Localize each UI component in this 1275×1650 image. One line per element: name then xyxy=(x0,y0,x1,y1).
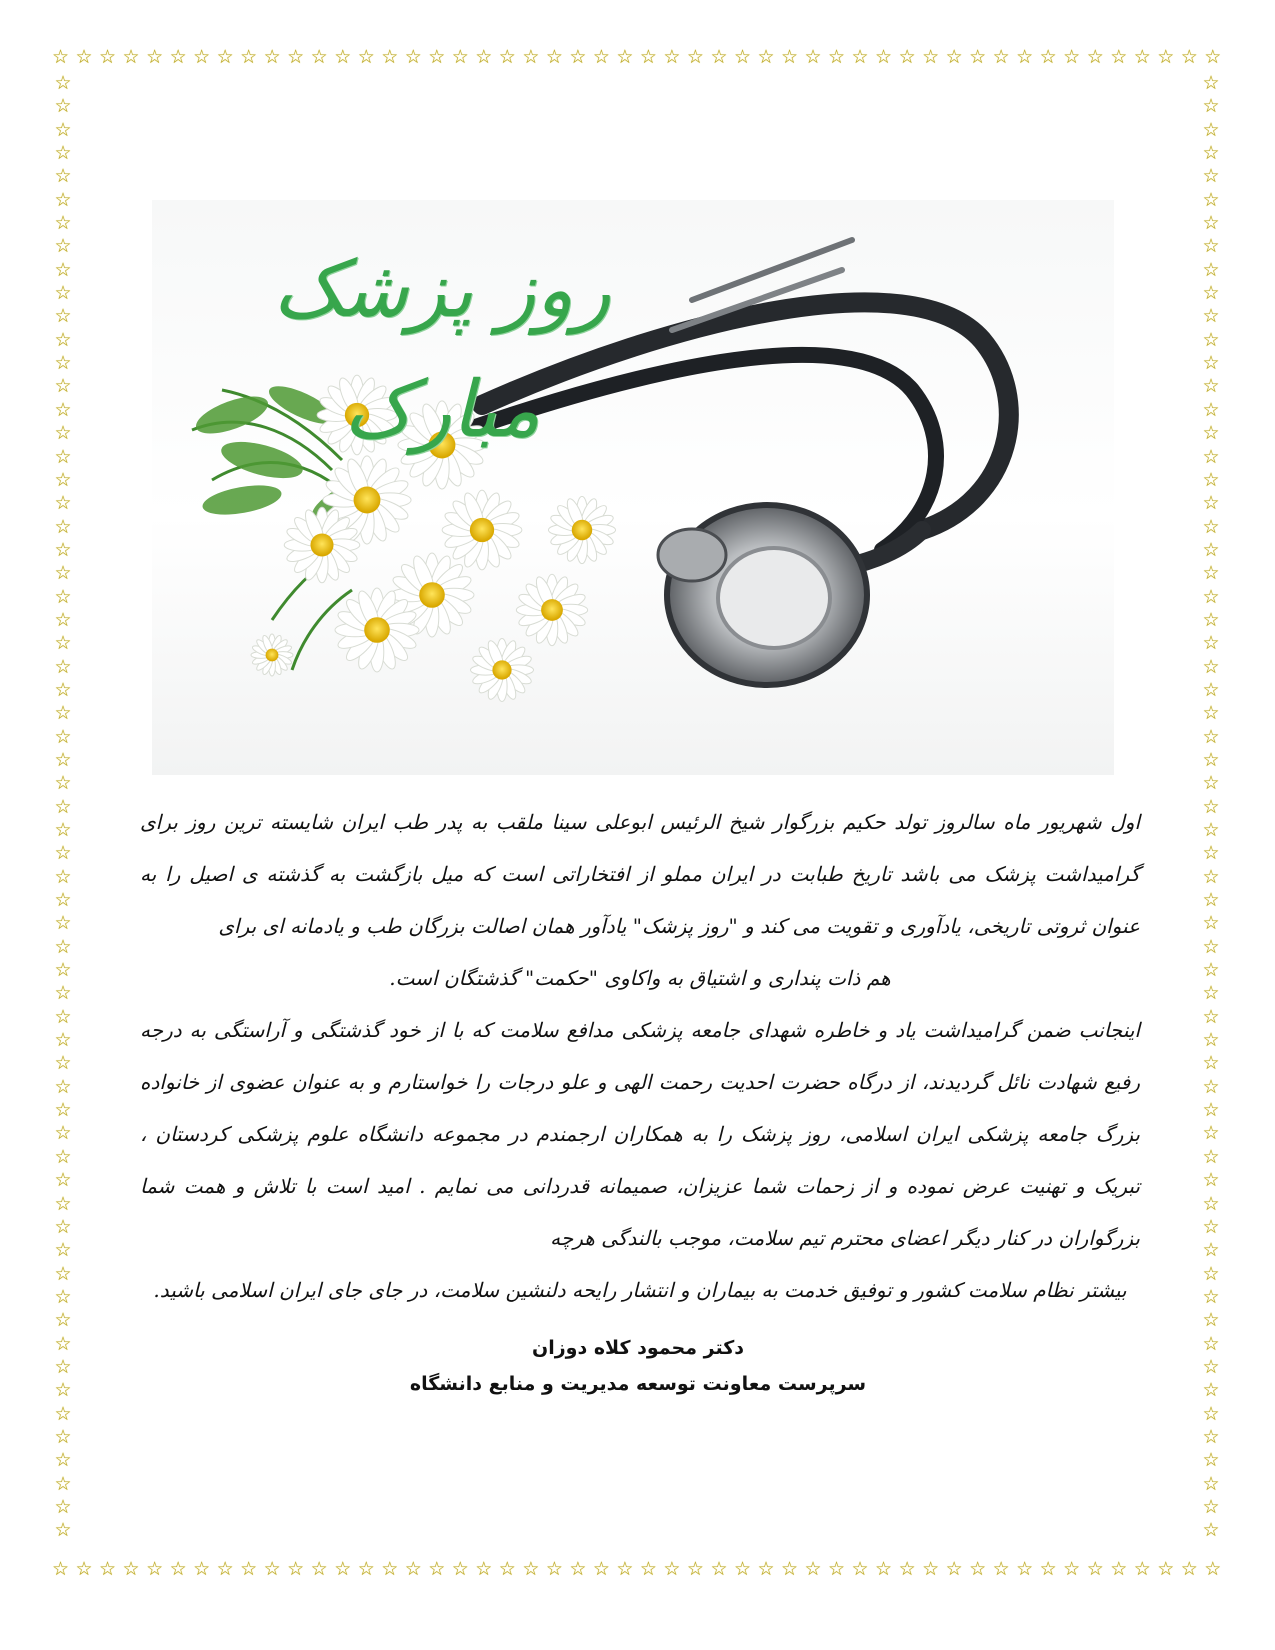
star-icon: ☆ xyxy=(992,1558,1010,1580)
star-icon: ☆ xyxy=(54,1332,72,1355)
star-icon: ☆ xyxy=(54,655,72,678)
star-icon: ☆ xyxy=(545,1558,563,1580)
star-icon: ☆ xyxy=(1202,1332,1220,1355)
star-icon: ☆ xyxy=(54,772,72,795)
star-icon: ☆ xyxy=(1202,235,1220,258)
star-icon: ☆ xyxy=(54,865,72,888)
star-icon: ☆ xyxy=(1204,46,1222,68)
star-icon: ☆ xyxy=(54,702,72,725)
star-icon: ☆ xyxy=(216,1558,234,1580)
star-icon: ☆ xyxy=(193,1558,211,1580)
star-icon: ☆ xyxy=(1202,398,1220,421)
star-icon: ☆ xyxy=(710,46,728,68)
star-icon: ☆ xyxy=(54,1402,72,1425)
star-icon: ☆ xyxy=(1202,632,1220,655)
star-icon: ☆ xyxy=(1202,142,1220,165)
star-icon: ☆ xyxy=(1202,212,1220,235)
star-icon: ☆ xyxy=(334,1558,352,1580)
star-icon: ☆ xyxy=(54,748,72,771)
star-icon: ☆ xyxy=(616,1558,634,1580)
bottom-star-border xyxy=(52,1558,1222,1580)
star-icon: ☆ xyxy=(54,1239,72,1262)
star-icon: ☆ xyxy=(52,46,70,68)
star-icon: ☆ xyxy=(710,1558,728,1580)
star-icon: ☆ xyxy=(1202,375,1220,398)
star-icon: ☆ xyxy=(804,1558,822,1580)
star-icon: ☆ xyxy=(54,585,72,608)
star-icon: ☆ xyxy=(287,1558,305,1580)
star-icon: ☆ xyxy=(54,1052,72,1075)
star-icon: ☆ xyxy=(1202,445,1220,468)
star-icon: ☆ xyxy=(733,46,751,68)
star-icon: ☆ xyxy=(1202,1215,1220,1238)
star-icon: ☆ xyxy=(54,1005,72,1028)
star-icon: ☆ xyxy=(381,46,399,68)
star-icon: ☆ xyxy=(1202,492,1220,515)
star-icon: ☆ xyxy=(992,46,1010,68)
star-icon: ☆ xyxy=(54,842,72,865)
star-icon: ☆ xyxy=(1063,46,1081,68)
star-icon: ☆ xyxy=(54,1029,72,1052)
star-icon: ☆ xyxy=(1202,982,1220,1005)
star-icon: ☆ xyxy=(1202,1099,1220,1122)
star-icon: ☆ xyxy=(1202,1495,1220,1518)
star-icon: ☆ xyxy=(54,608,72,631)
star-icon: ☆ xyxy=(54,632,72,655)
star-icon: ☆ xyxy=(1086,1558,1104,1580)
right-star-border xyxy=(1200,72,1222,1542)
star-icon: ☆ xyxy=(851,46,869,68)
star-icon: ☆ xyxy=(1039,46,1057,68)
star-icon: ☆ xyxy=(1202,702,1220,725)
star-icon: ☆ xyxy=(1202,1519,1220,1542)
left-star-border xyxy=(52,72,74,1542)
star-icon: ☆ xyxy=(875,1558,893,1580)
star-icon: ☆ xyxy=(54,1215,72,1238)
star-icon: ☆ xyxy=(1202,1379,1220,1402)
star-icon: ☆ xyxy=(54,375,72,398)
star-icon: ☆ xyxy=(54,492,72,515)
star-icon: ☆ xyxy=(828,46,846,68)
star-icon: ☆ xyxy=(1202,1192,1220,1215)
star-icon: ☆ xyxy=(475,46,493,68)
star-icon: ☆ xyxy=(522,1558,540,1580)
star-icon: ☆ xyxy=(1202,468,1220,491)
star-icon: ☆ xyxy=(1202,748,1220,771)
star-icon: ☆ xyxy=(54,188,72,211)
star-icon: ☆ xyxy=(1180,46,1198,68)
star-icon: ☆ xyxy=(1016,46,1034,68)
star-icon: ☆ xyxy=(146,46,164,68)
star-icon: ☆ xyxy=(451,1558,469,1580)
star-icon: ☆ xyxy=(310,46,328,68)
star-icon: ☆ xyxy=(54,1425,72,1448)
star-icon: ☆ xyxy=(54,142,72,165)
signatory-name: دکتر محمود کلاه دوزان xyxy=(532,1337,744,1359)
star-icon: ☆ xyxy=(54,282,72,305)
star-icon: ☆ xyxy=(733,1558,751,1580)
star-icon: ☆ xyxy=(875,46,893,68)
star-icon: ☆ xyxy=(1202,608,1220,631)
paragraph-2-end: بیشتر نظام سلامت کشور و توفیق خدمت به بیماران و انتشار رایحه دلنشین سلامت، در جای جای ایران اسلامی باشید. xyxy=(153,1278,1127,1302)
star-icon: ☆ xyxy=(1202,1402,1220,1425)
star-icon: ☆ xyxy=(1063,1558,1081,1580)
star-icon: ☆ xyxy=(1202,72,1220,94)
star-icon: ☆ xyxy=(757,46,775,68)
star-icon: ☆ xyxy=(263,1558,281,1580)
star-icon: ☆ xyxy=(1202,188,1220,211)
star-icon: ☆ xyxy=(54,1449,72,1472)
daisy-flower xyxy=(251,634,293,676)
star-icon: ☆ xyxy=(54,795,72,818)
star-icon: ☆ xyxy=(545,46,563,68)
star-icon: ☆ xyxy=(686,1558,704,1580)
star-icon: ☆ xyxy=(1133,1558,1151,1580)
star-icon: ☆ xyxy=(1202,1075,1220,1098)
star-icon: ☆ xyxy=(663,1558,681,1580)
star-icon: ☆ xyxy=(592,1558,610,1580)
star-icon: ☆ xyxy=(780,46,799,68)
star-icon: ☆ xyxy=(428,1558,446,1580)
star-icon: ☆ xyxy=(54,1309,72,1332)
star-icon: ☆ xyxy=(54,212,72,235)
star-icon: ☆ xyxy=(498,46,516,68)
star-icon: ☆ xyxy=(663,46,681,68)
star-icon: ☆ xyxy=(1202,1449,1220,1472)
star-icon: ☆ xyxy=(52,1558,70,1580)
star-icon: ☆ xyxy=(54,912,72,935)
star-icon: ☆ xyxy=(310,1558,328,1580)
star-icon: ☆ xyxy=(1202,912,1220,935)
star-icon: ☆ xyxy=(54,982,72,1005)
star-icon: ☆ xyxy=(851,1558,869,1580)
star-icon: ☆ xyxy=(1202,889,1220,912)
star-icon: ☆ xyxy=(357,46,375,68)
star-icon: ☆ xyxy=(54,258,72,281)
star-icon: ☆ xyxy=(451,46,469,68)
star-icon: ☆ xyxy=(54,305,72,328)
star-icon: ☆ xyxy=(1202,935,1220,958)
star-icon: ☆ xyxy=(404,46,422,68)
star-icon: ☆ xyxy=(54,328,72,351)
star-icon: ☆ xyxy=(1202,562,1220,585)
star-icon: ☆ xyxy=(922,46,940,68)
star-icon: ☆ xyxy=(1202,1472,1220,1495)
star-icon: ☆ xyxy=(193,46,211,68)
star-icon: ☆ xyxy=(54,678,72,701)
star-icon: ☆ xyxy=(1202,1052,1220,1075)
star-icon: ☆ xyxy=(1202,678,1220,701)
star-icon: ☆ xyxy=(898,46,916,68)
star-icon: ☆ xyxy=(1202,795,1220,818)
star-icon: ☆ xyxy=(54,1285,72,1308)
signature-block xyxy=(300,1330,976,1402)
star-icon: ☆ xyxy=(1086,46,1104,68)
daisy-flower xyxy=(516,574,587,645)
star-icon: ☆ xyxy=(1202,1145,1220,1168)
star-icon: ☆ xyxy=(54,959,72,982)
star-icon: ☆ xyxy=(639,46,657,68)
star-icon: ☆ xyxy=(686,46,704,68)
star-icon: ☆ xyxy=(1202,165,1220,188)
star-icon: ☆ xyxy=(1157,1558,1175,1580)
star-icon: ☆ xyxy=(240,46,258,68)
star-icon: ☆ xyxy=(54,1145,72,1168)
star-icon: ☆ xyxy=(54,1472,72,1495)
star-icon: ☆ xyxy=(54,72,72,94)
star-icon: ☆ xyxy=(1202,1425,1220,1448)
star-icon: ☆ xyxy=(1133,46,1151,68)
star-icon: ☆ xyxy=(169,46,187,68)
greeting-title: روز پزشک مبارک xyxy=(273,245,611,455)
hero-image xyxy=(152,200,1114,775)
star-icon: ☆ xyxy=(54,562,72,585)
star-icon: ☆ xyxy=(1202,422,1220,445)
star-icon: ☆ xyxy=(898,1558,916,1580)
star-icon: ☆ xyxy=(592,46,610,68)
star-icon: ☆ xyxy=(1110,46,1128,68)
star-icon: ☆ xyxy=(1204,1558,1222,1580)
daisy-flower xyxy=(284,507,360,583)
star-icon: ☆ xyxy=(945,46,963,68)
star-icon: ☆ xyxy=(428,46,446,68)
star-icon: ☆ xyxy=(263,46,281,68)
star-icon: ☆ xyxy=(54,398,72,421)
star-icon: ☆ xyxy=(54,468,72,491)
star-icon: ☆ xyxy=(1202,1005,1220,1028)
star-icon: ☆ xyxy=(54,1192,72,1215)
star-icon: ☆ xyxy=(1202,305,1220,328)
daisy-flower xyxy=(335,588,419,672)
star-icon: ☆ xyxy=(1202,282,1220,305)
star-icon: ☆ xyxy=(54,1075,72,1098)
star-icon: ☆ xyxy=(54,1099,72,1122)
star-icon: ☆ xyxy=(569,46,587,68)
star-icon: ☆ xyxy=(1110,1558,1128,1580)
star-icon: ☆ xyxy=(969,46,987,68)
star-icon: ☆ xyxy=(334,46,352,68)
star-icon: ☆ xyxy=(1202,1169,1220,1192)
star-icon: ☆ xyxy=(1039,1558,1057,1580)
star-icon: ☆ xyxy=(1180,1558,1198,1580)
star-icon: ☆ xyxy=(1202,842,1220,865)
star-icon: ☆ xyxy=(122,46,140,68)
star-icon: ☆ xyxy=(54,1355,72,1378)
star-icon: ☆ xyxy=(1202,258,1220,281)
star-icon: ☆ xyxy=(54,1262,72,1285)
star-icon: ☆ xyxy=(54,935,72,958)
daisy-flower xyxy=(471,639,534,702)
star-icon: ☆ xyxy=(54,1519,72,1542)
star-icon: ☆ xyxy=(54,422,72,445)
star-icon: ☆ xyxy=(1202,1262,1220,1285)
star-icon: ☆ xyxy=(1202,1029,1220,1052)
star-icon: ☆ xyxy=(54,235,72,258)
star-icon: ☆ xyxy=(54,1169,72,1192)
star-icon: ☆ xyxy=(498,1558,516,1580)
star-icon: ☆ xyxy=(54,445,72,468)
star-icon: ☆ xyxy=(1202,725,1220,748)
star-icon: ☆ xyxy=(1202,655,1220,678)
star-icon: ☆ xyxy=(1202,819,1220,841)
star-icon: ☆ xyxy=(381,1558,399,1580)
daisy-flower xyxy=(442,490,522,570)
star-icon: ☆ xyxy=(1202,585,1220,608)
star-icon: ☆ xyxy=(146,1558,164,1580)
star-icon: ☆ xyxy=(1202,352,1220,375)
star-icon: ☆ xyxy=(1202,1309,1220,1332)
star-icon: ☆ xyxy=(1157,46,1175,68)
star-icon: ☆ xyxy=(54,1495,72,1518)
star-icon: ☆ xyxy=(99,1558,117,1580)
star-icon: ☆ xyxy=(122,1558,140,1580)
star-icon: ☆ xyxy=(54,1379,72,1402)
star-icon: ☆ xyxy=(54,725,72,748)
star-icon: ☆ xyxy=(1202,95,1220,118)
star-icon: ☆ xyxy=(1202,1122,1220,1145)
star-icon: ☆ xyxy=(780,1558,799,1580)
star-icon: ☆ xyxy=(54,889,72,912)
star-icon: ☆ xyxy=(54,515,72,538)
star-icon: ☆ xyxy=(1202,515,1220,538)
star-icon: ☆ xyxy=(99,46,117,68)
star-icon: ☆ xyxy=(54,538,72,561)
star-icon: ☆ xyxy=(240,1558,258,1580)
star-icon: ☆ xyxy=(54,165,72,188)
star-icon: ☆ xyxy=(287,46,305,68)
paragraph-2: اینجانب ضمن گرامیداشت یاد و خاطره شهدای جامعه پزشکی مدافع سلامت که با از خود گذشتگی و آراستگی به درجه رفیع شهادت نائل گردیدند، از درگاه حضرت احدیت رحمت الهی و علو درجات را خواستارم و به عنوان عضوی از خانواده بزرگ جامعه پزشکی ایران اسلامی، روز پزشک را به همکاران ارجمندم در مجموعه دانشگاه علوم پزشکی کردستان ، تبریک و تهنیت عرض نموده و از زحمات شما عزیزان، صمیمانه قدردانی می نمایم . امید است با تلاش و همت شما بزرگواران در کنار دیگر اعضای محترم تیم سلامت، موجب بالندگی هرچه xyxy=(140,1018,1140,1250)
star-icon: ☆ xyxy=(357,1558,375,1580)
star-icon: ☆ xyxy=(1202,328,1220,351)
star-icon: ☆ xyxy=(54,95,72,118)
star-icon: ☆ xyxy=(169,1558,187,1580)
star-icon: ☆ xyxy=(75,1558,93,1580)
star-icon: ☆ xyxy=(54,118,72,141)
daisy-flower xyxy=(548,496,615,563)
letter-body xyxy=(140,796,1140,1316)
star-icon: ☆ xyxy=(1202,1239,1220,1262)
star-icon: ☆ xyxy=(54,819,72,841)
star-icon: ☆ xyxy=(922,1558,940,1580)
star-icon: ☆ xyxy=(54,1122,72,1145)
paragraph-1-end: هم ذات پنداری و اشتیاق به واکاوی "حکمت" گذشتگان است. xyxy=(389,966,891,990)
star-icon: ☆ xyxy=(945,1558,963,1580)
top-star-border xyxy=(52,46,1222,68)
star-icon: ☆ xyxy=(1202,865,1220,888)
star-icon: ☆ xyxy=(1202,772,1220,795)
star-icon: ☆ xyxy=(1016,1558,1034,1580)
star-icon: ☆ xyxy=(1202,118,1220,141)
star-icon: ☆ xyxy=(969,1558,987,1580)
star-icon: ☆ xyxy=(616,46,634,68)
star-icon: ☆ xyxy=(1202,959,1220,982)
star-icon: ☆ xyxy=(1202,1285,1220,1308)
paragraph-1: اول شهریور ماه سالروز تولد حکیم بزرگوار شیخ الرئیس ابوعلی سینا ملقب به پدر طب ایران شایسته ترین روز برای گرامیداشت پزشک می باشد تاریخ طبابت در ایران مملو از افتخاراتی است که میل بازگشت به گذشته ی اصیل را به عنوان ثروتی تاریخی، یادآوری و تقویت می کند و "روز پزشک" یادآور همان اصالت بزرگان طب و یادمانه ای برای xyxy=(140,810,1140,938)
star-icon: ☆ xyxy=(216,46,234,68)
star-icon: ☆ xyxy=(475,1558,493,1580)
star-icon: ☆ xyxy=(569,1558,587,1580)
star-icon: ☆ xyxy=(404,1558,422,1580)
star-icon: ☆ xyxy=(1202,538,1220,561)
star-icon: ☆ xyxy=(1202,1355,1220,1378)
star-icon: ☆ xyxy=(522,46,540,68)
star-icon: ☆ xyxy=(54,352,72,375)
star-icon: ☆ xyxy=(639,1558,657,1580)
star-icon: ☆ xyxy=(75,46,93,68)
star-icon: ☆ xyxy=(804,46,822,68)
star-icon: ☆ xyxy=(828,1558,846,1580)
star-icon: ☆ xyxy=(757,1558,775,1580)
signatory-title: سرپرست معاونت توسعه مدیریت و منابع دانشگاه xyxy=(409,1373,867,1395)
